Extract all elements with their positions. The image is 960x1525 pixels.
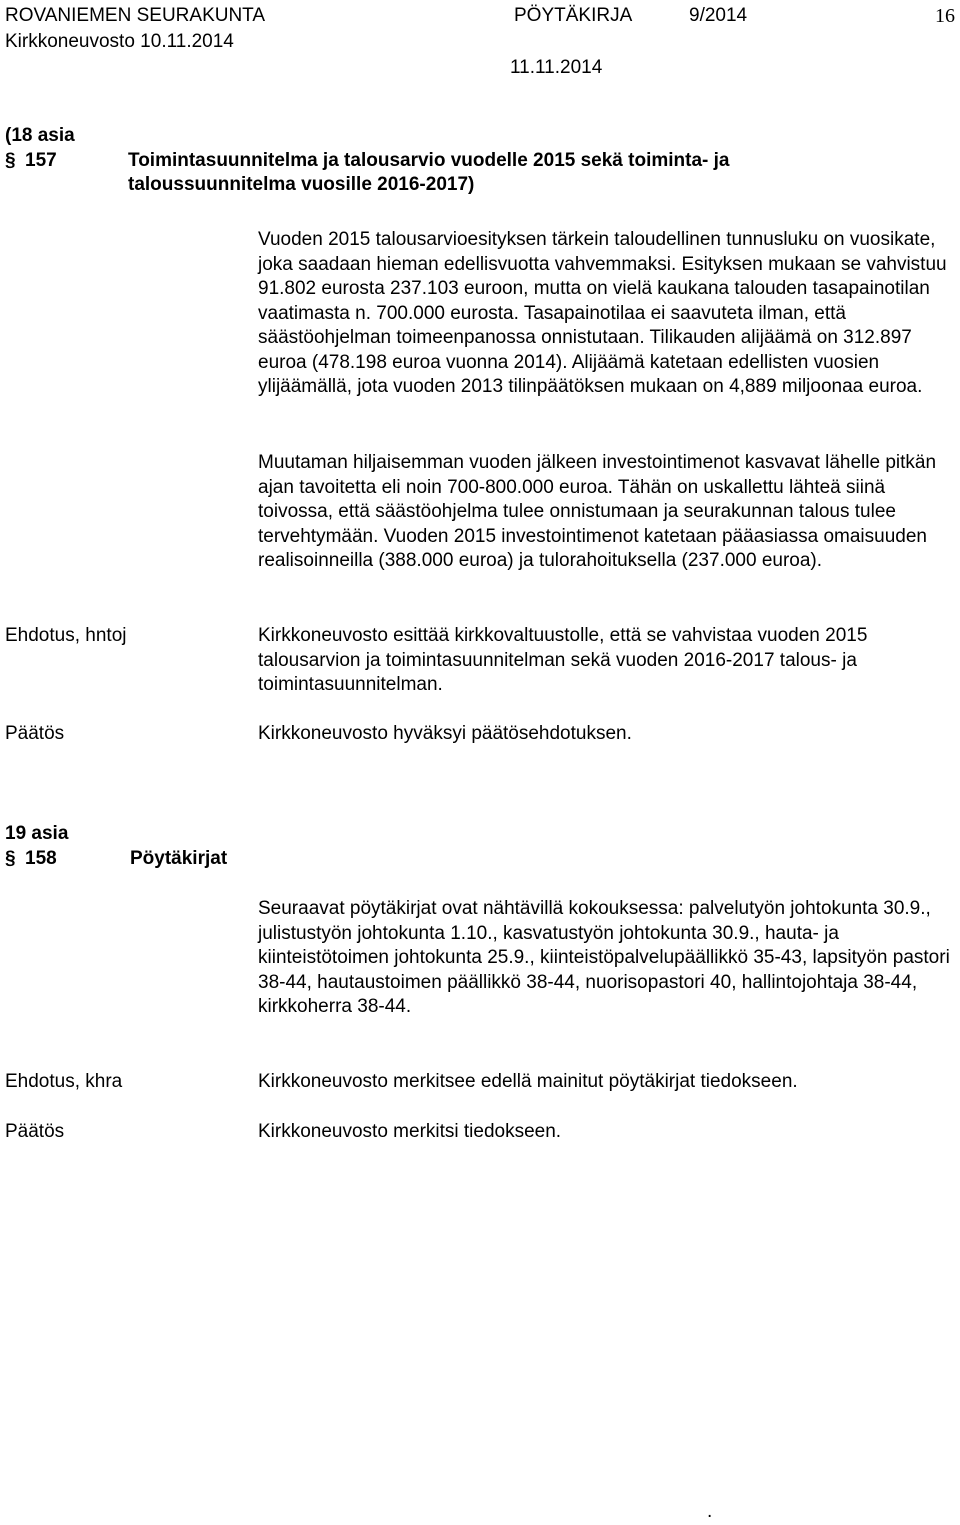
decision-label: Päätös [5,723,65,744]
item-157-heading [5,124,730,198]
decision-row [5,722,955,747]
organization-name: ROVANIEMEN SEURAKUNTA [5,5,266,26]
item-157-body [258,228,953,400]
paragraph: Seuraavat pöytäkirjat ovat nähtävillä kokouksessa: palvelutyön johtokunta 30.9., julistustyön johtokunta 1.10., kasvatustyön johtokunta 30.9., hauta- ja kiinteistötoimen johtokunta 25.9., kiinteistöpalvelupäällikkö 35-43, lapsityön pastori 38-44, hautaustoimen päällikkö 38-44, nuorisopastori 40, hallintojohtaja 38-44, kirkkoherra 38-44. [258,898,950,1017]
paragraph: Muutaman hiljaisemman vuoden jälkeen investointimenot kasvavat lähelle pitkän ajan tavoitetta eli noin 700-800.000 euroa. Tähän on uskallettu lähteä siinä toivossa, että säästöohjelma tulee onnistumaan ja seurakunnan talous tulee tervehtymään. Vuoden 2015 investointimenot katetaan pääasiassa omaisuuden realisoinneilla (388.000 euroa) ja tulorahoituksella (237.000 euroa). [258,452,937,571]
item-tag: (18 asia [5,125,75,146]
decision-row [5,1120,955,1145]
item-158-heading [5,822,227,871]
signed-date: 11.11.2014 [510,57,603,78]
page-header [5,4,955,82]
page-number: 16 [935,5,955,27]
meeting-body-date: Kirkkoneuvosto 10.11.2014 [5,31,234,52]
document-number: 9/2014 [689,5,748,26]
item-title: Pöytäkirjat [130,847,228,869]
footer-mark: . [707,1501,713,1522]
item-title-line1: Toimintasuunnitelma ja talousarvio vuodelle 2015 sekä toiminta- ja [128,149,730,171]
item-tag: 19 asia [5,823,69,844]
item-title-row [5,149,730,174]
paragraph: Vuoden 2015 talousarvioesityksen tärkein taloudellinen tunnusluku on vuosikate, joka saadaan hieman edellisvuotta vahvemmaksi. Esityksen mukaan se vahvistuu 91.802 eurosta 237.103 euroon, mutta on vielä kaukana talouden tasapainotilan vaatimasta n. 700.000 eurosta. Tasapainotilaa ei saavuteta ilman, että säästöohjelman toimeenpanossa onnistutaan. Tilikauden alijäämä on 312.897 euroa (478.198 euroa vuonna 2014). Alijäämä katetaan edellisten vuosien ylijäämällä, jota vuoden 2013 tilinpäätöksen mukaan on 4,889 miljoonaa euroa. [258,229,947,397]
section-symbol: § [5,847,16,869]
section-symbol: § [5,149,16,171]
document-type: PÖYTÄKIRJA [514,5,633,26]
decision-label: Päätös [5,1121,65,1142]
proposal-row [5,624,955,698]
item-number: 157 [25,149,57,171]
item-158-body [258,897,953,1020]
item-title-line2: taloussuunnitelma vuosille 2016-2017) [128,174,475,195]
proposal-row [5,1070,955,1095]
proposal-text: Kirkkoneuvosto esittää kirkkovaltuustolle, että se vahvistaa vuoden 2015 talousarvion ja toimintasuunnitelman sekä vuoden 2016-2017 talous- ja toimintasuunnitelman. [258,625,868,695]
proposal-text: Kirkkoneuvosto merkitsee edellä mainitut pöytäkirjat tiedokseen. [258,1071,798,1092]
item-number: 158 [25,847,57,869]
item-157-body-2 [258,451,953,574]
proposal-label: Ehdotus, khra [5,1071,123,1092]
item-title-row-2 [5,173,730,198]
decision-text: Kirkkoneuvosto hyväksyi päätösehdotuksen. [258,723,632,744]
item-title-row [5,847,227,872]
decision-text: Kirkkoneuvosto merkitsi tiedokseen. [258,1121,562,1142]
proposal-label: Ehdotus, hntoj [5,625,127,646]
